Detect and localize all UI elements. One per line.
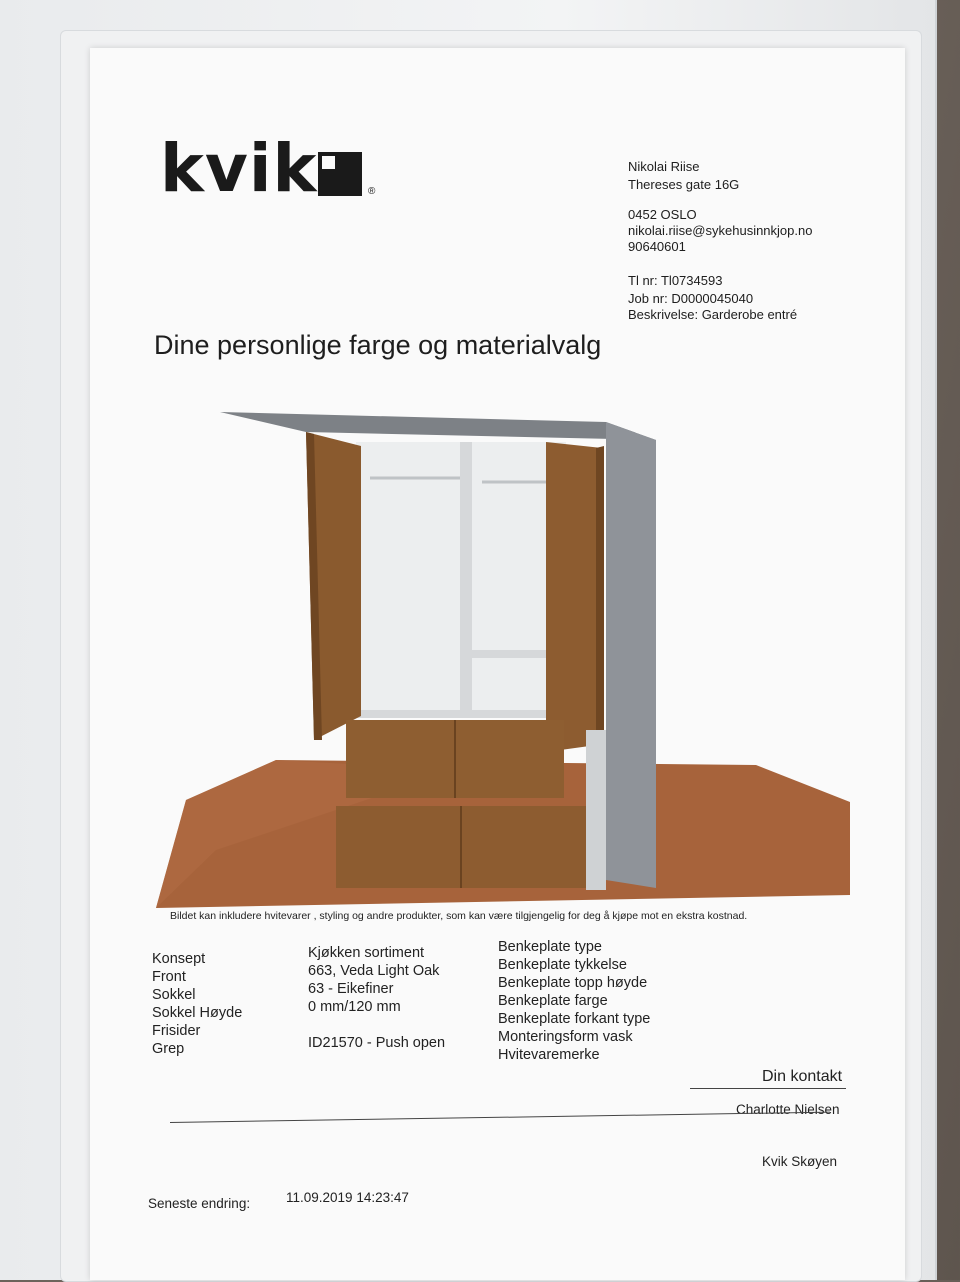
spec-value: 63 - Eikefiner (308, 981, 394, 997)
countertop-label: Hvitevaremerke (498, 1047, 600, 1063)
job-number: Job nr: D0000045040 (628, 291, 754, 306)
spec-label: Konsept (152, 951, 206, 967)
spec-value: ID21570 - Push open (308, 1035, 446, 1051)
countertop-label: Monteringsform vask (498, 1029, 633, 1045)
divider (690, 1088, 846, 1089)
customer-postal: 0452 OSLO (628, 207, 697, 222)
job-description: Beskrivelse: Garderobe entré (628, 307, 798, 322)
wardrobe-render-image (156, 410, 850, 908)
last-changed-label: Seneste endring: (148, 1196, 251, 1211)
countertop-label: Benkeplate tykkelse (498, 957, 627, 973)
spec-value (308, 1016, 445, 1034)
page-title: Dine personlige farge og materialvalg (154, 330, 602, 360)
contact-store: Kvik Skøyen (762, 1154, 838, 1169)
kvik-logo: kvik (160, 130, 318, 207)
spec-label: Frisider (152, 1023, 201, 1039)
spec-value: Kjøkken sortiment (308, 945, 425, 961)
countertop-label: Benkeplate topp høyde (498, 975, 648, 991)
countertop-specs (498, 938, 650, 1064)
customer-email: nikolai.riise@sykehusinnkjop.no (628, 223, 813, 238)
image-disclaimer: Bildet kan inkludere hvitevarer , styling og andre produkter, som kan være tilgjengelig for deg å kjøpe mot en ekstra kostnad. (170, 910, 748, 922)
registered-mark: ® (368, 186, 376, 197)
contact-name: Charlotte Nielsen (736, 1102, 840, 1117)
last-changed-date: 11.09.2019 14:23:47 (286, 1190, 409, 1205)
countertop-label: Benkeplate forkant type (498, 1011, 651, 1027)
spec-label: Grep (152, 1041, 185, 1057)
customer-street: Thereses gate 16G (628, 177, 740, 192)
countertop-label: Benkeplate type (498, 939, 602, 955)
spec-label: Sokkel Høyde (152, 1005, 243, 1021)
contact-heading: Din kontakt (762, 1068, 843, 1085)
divider (170, 1112, 830, 1123)
kvik-logo-square-icon (318, 152, 362, 196)
spec-value: 663, Veda Light Oak (308, 963, 440, 979)
spec-label: Front (152, 969, 186, 985)
document-page (90, 48, 905, 1280)
spec-values (308, 944, 445, 1052)
spec-labels (152, 950, 242, 1058)
tl-number: Tl nr: Tl0734593 (628, 273, 723, 288)
customer-name: Nikolai Riise (628, 159, 700, 174)
spec-label: Sokkel (152, 987, 196, 1003)
countertop-label: Benkeplate farge (498, 993, 608, 1009)
customer-phone: 90640601 (628, 239, 686, 254)
spec-value: 0 mm/120 mm (308, 999, 401, 1015)
